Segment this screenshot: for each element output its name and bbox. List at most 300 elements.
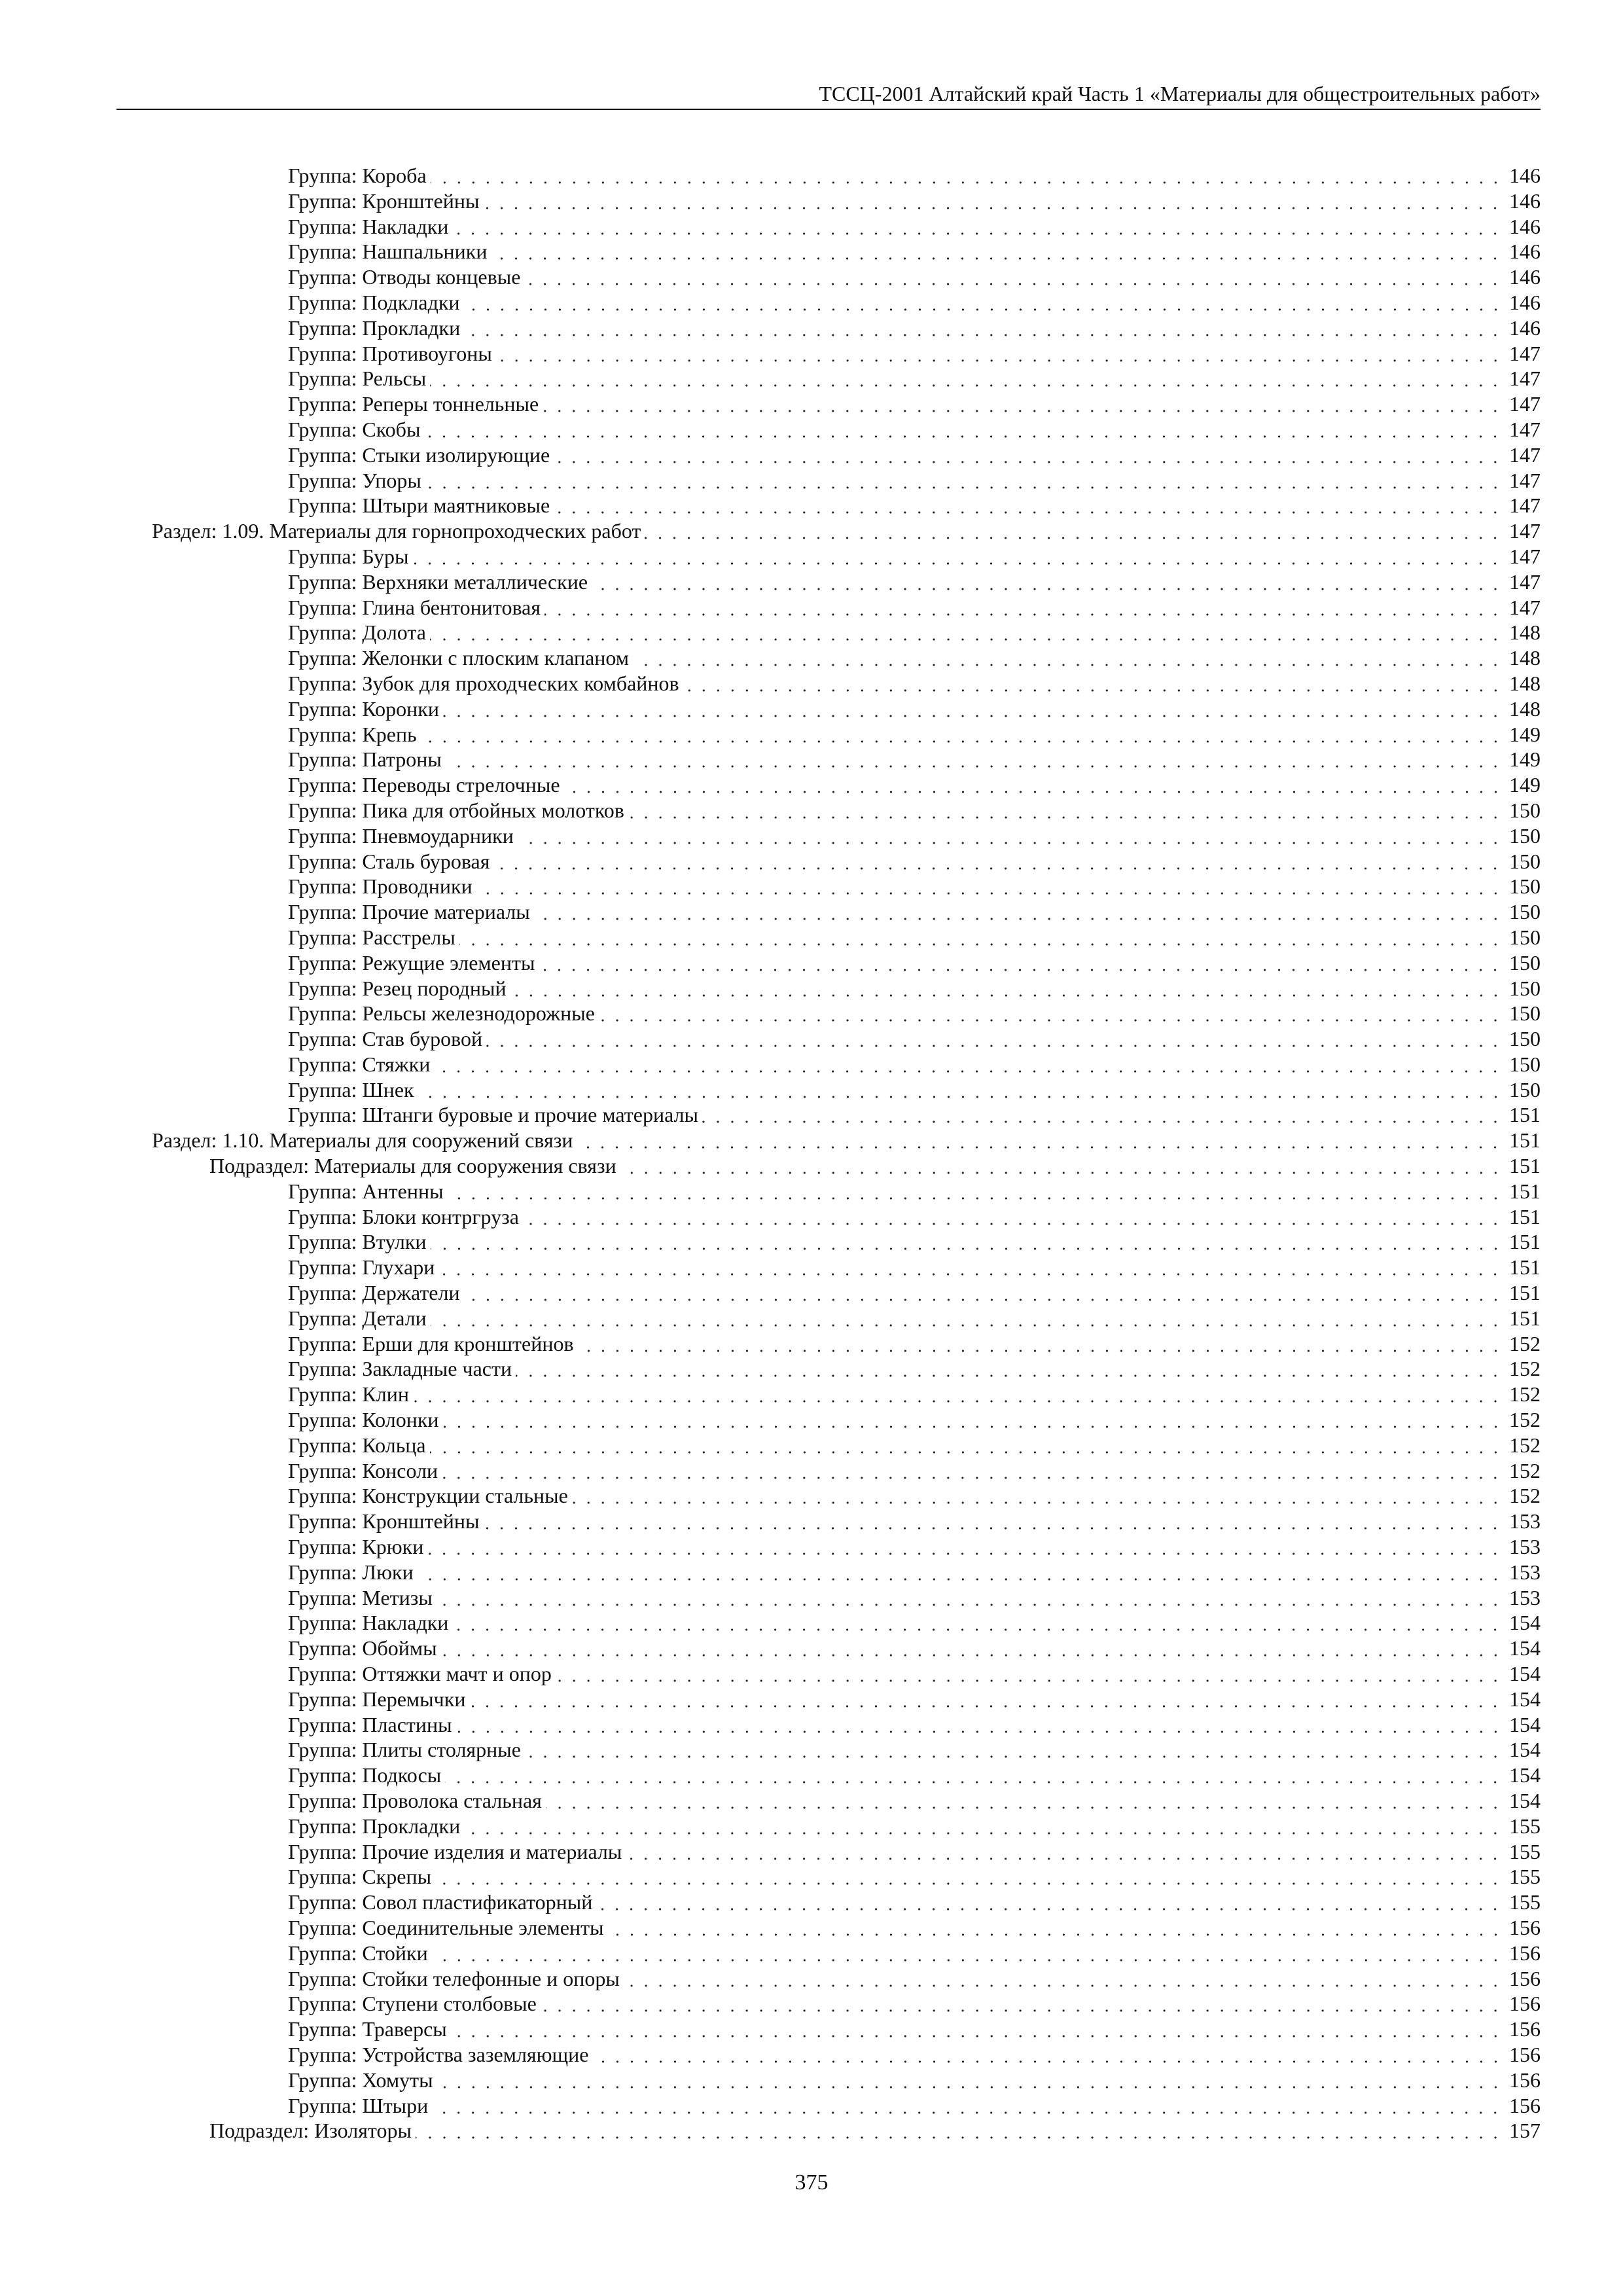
toc-entry-page: 151 xyxy=(1509,1204,1541,1229)
toc-entry-page: 152 xyxy=(1509,1382,1541,1407)
toc-group-row[interactable] xyxy=(0,366,1623,391)
toc-entry-page: 149 xyxy=(1509,722,1541,746)
toc-group-row[interactable] xyxy=(0,1001,1623,1026)
dot-leader xyxy=(446,747,1503,772)
toc-entry-label: Группа: Втулки xyxy=(288,1229,431,1255)
toc-entry-label: Группа: Прокладки xyxy=(288,1814,464,1839)
dot-leader xyxy=(486,1026,1503,1052)
toc-group-row[interactable] xyxy=(0,239,1623,264)
document-title: ТССЦ-2001 Алтайский край Часть 1 «Материалы для общестроительных работ» xyxy=(819,82,1541,105)
toc-entry-label: Группа: Штыри маятниковые xyxy=(288,493,554,518)
dot-leader xyxy=(518,823,1503,849)
toc-entry-label: Группа: Пневмоударники xyxy=(288,823,518,849)
toc-entry xyxy=(288,493,1505,518)
dot-leader xyxy=(443,1407,1503,1433)
toc-entry-page: 146 xyxy=(1509,164,1541,187)
toc-group-row[interactable] xyxy=(0,417,1623,442)
toc-entry-page: 152 xyxy=(1509,1331,1541,1355)
toc-entry xyxy=(288,468,1505,493)
dot-leader xyxy=(628,798,1503,823)
toc-group-row[interactable] xyxy=(0,442,1623,468)
toc-entry-page: 155 xyxy=(1509,1890,1541,1914)
toc-entry-label: Группа: Стойки телефонные и опоры xyxy=(288,1966,624,1992)
dot-leader xyxy=(431,1229,1503,1255)
toc-entry-label: Группа: Верхняки металлические xyxy=(288,569,592,595)
toc-entry-page: 146 xyxy=(1509,265,1541,289)
dot-leader xyxy=(438,1255,1503,1280)
toc-entry-label: Группа: Переводы стрелочные xyxy=(288,772,564,798)
toc-subsection-row[interactable] xyxy=(0,2118,1623,2144)
toc-group-row[interactable] xyxy=(0,950,1623,976)
toc-entry-label: Группа: Пика для отбойных молотков xyxy=(288,798,628,823)
toc-entry xyxy=(288,620,1505,645)
toc-entry-label: Группа: Соединительные элементы xyxy=(288,1915,608,1941)
toc-entry-page: 151 xyxy=(1509,1306,1541,1330)
toc-entry-label: Группа: Резец породный xyxy=(288,976,510,1001)
toc-subsection-row[interactable] xyxy=(0,1153,1623,1179)
toc-group-row[interactable] xyxy=(0,671,1623,696)
toc-entry-page: 154 xyxy=(1509,1738,1541,1762)
toc-group-row[interactable] xyxy=(0,315,1623,341)
dot-leader xyxy=(554,442,1503,468)
toc-entry-label: Подраздел: Материалы для сооружения связи xyxy=(209,1153,620,1179)
toc-entry xyxy=(288,1382,1505,1407)
toc-entry-label: Группа: Кронштейны xyxy=(288,1509,483,1534)
toc-entry-label: Группа: Накладки xyxy=(288,214,452,240)
toc-entry-label: Группа: Штыри xyxy=(288,2093,432,2119)
toc-group-row[interactable] xyxy=(0,696,1623,722)
toc-entry xyxy=(288,1839,1505,1865)
toc-group-row[interactable] xyxy=(0,1966,1623,1992)
toc-entry-label: Группа: Держатели xyxy=(288,1280,464,1306)
toc-group-row[interactable] xyxy=(0,1585,1623,1611)
toc-entry xyxy=(288,899,1505,925)
dot-leader xyxy=(421,722,1503,747)
dot-leader xyxy=(435,1864,1503,1890)
dot-leader xyxy=(524,264,1503,290)
toc-entry-label: Группа: Пластины xyxy=(288,1712,456,1738)
toc-entry-page: 150 xyxy=(1509,874,1541,899)
toc-entry-page: 148 xyxy=(1509,671,1541,695)
toc-entry-page: 147 xyxy=(1509,493,1541,518)
toc-group-row[interactable] xyxy=(0,849,1623,874)
toc-entry-label: Группа: Зубок для проходческих комбайнов xyxy=(288,671,683,696)
toc-entry-label: Группа: Отводы концевые xyxy=(288,264,524,290)
dot-leader xyxy=(451,2017,1503,2042)
toc-entry-page: 150 xyxy=(1509,976,1541,1000)
toc-entry xyxy=(288,1001,1505,1026)
toc-group-row[interactable] xyxy=(0,1433,1623,1458)
dot-leader xyxy=(645,518,1503,544)
toc-entry-label: Группа: Ступени столбовые xyxy=(288,1991,541,2017)
toc-group-row[interactable] xyxy=(0,1941,1623,1966)
toc-entry xyxy=(288,1077,1505,1103)
toc-entry-label: Группа: Скобы xyxy=(288,417,424,442)
toc-group-row[interactable] xyxy=(0,1763,1623,1788)
toc-entry-page: 148 xyxy=(1509,696,1541,721)
toc-entry-page: 146 xyxy=(1509,315,1541,340)
toc-entry xyxy=(288,366,1505,391)
dot-leader xyxy=(554,493,1503,518)
dot-leader xyxy=(564,772,1503,798)
toc-entry-page: 156 xyxy=(1509,2017,1541,2041)
dot-leader xyxy=(556,1661,1503,1687)
toc-entry xyxy=(152,518,1505,544)
dot-leader xyxy=(441,1636,1503,1661)
toc-group-row[interactable] xyxy=(0,874,1623,899)
toc-entry-page: 149 xyxy=(1509,773,1541,797)
toc-entry xyxy=(288,264,1505,290)
toc-section-row[interactable] xyxy=(0,518,1623,544)
toc-group-row[interactable] xyxy=(0,1179,1623,1204)
toc-group-row[interactable] xyxy=(0,1255,1623,1280)
toc-entry-page: 151 xyxy=(1509,1230,1541,1254)
dot-leader xyxy=(534,899,1503,925)
toc-entry-page: 147 xyxy=(1509,468,1541,492)
toc-group-row[interactable] xyxy=(0,1560,1623,1585)
toc-entry xyxy=(288,1179,1505,1204)
toc-entry-page: 153 xyxy=(1509,1509,1541,1534)
toc-group-row[interactable] xyxy=(0,1788,1623,1814)
toc-entry-page: 150 xyxy=(1509,1052,1541,1076)
toc-entry xyxy=(288,2093,1505,2119)
toc-entry xyxy=(288,1585,1505,1611)
dot-leader xyxy=(516,1356,1503,1382)
toc-entry xyxy=(288,1356,1505,1382)
toc-group-row[interactable] xyxy=(0,1026,1623,1052)
toc-group-row[interactable] xyxy=(0,1839,1623,1865)
toc-group-row[interactable] xyxy=(0,163,1623,188)
toc-entry-page: 147 xyxy=(1509,519,1541,543)
dot-leader xyxy=(445,1763,1503,1788)
toc-entry xyxy=(288,239,1505,264)
toc-entry-page: 151 xyxy=(1509,1255,1541,1280)
toc-entry-page: 152 xyxy=(1509,1458,1541,1482)
toc-entry-label: Группа: Блоки контргруза xyxy=(288,1204,523,1230)
toc-group-row[interactable] xyxy=(0,1077,1623,1103)
toc-group-row[interactable] xyxy=(0,1229,1623,1255)
toc-entry xyxy=(288,1610,1505,1636)
toc-entry xyxy=(288,747,1505,772)
toc-entry-label: Группа: Подкладки xyxy=(288,290,464,315)
toc-entry-label: Группа: Сталь буровая xyxy=(288,849,493,874)
toc-group-row[interactable] xyxy=(0,391,1623,417)
dot-leader xyxy=(418,1560,1503,1585)
toc-group-row[interactable] xyxy=(0,1280,1623,1306)
page-header xyxy=(116,73,1541,110)
dot-leader xyxy=(599,1001,1503,1026)
toc-entry xyxy=(288,1204,1505,1230)
toc-entry xyxy=(288,1788,1505,1814)
toc-group-row[interactable] xyxy=(0,1356,1623,1382)
toc-entry xyxy=(288,1966,1505,1992)
toc-entry xyxy=(288,1991,1505,2017)
toc-group-row[interactable] xyxy=(0,1052,1623,1077)
toc-group-row[interactable] xyxy=(0,214,1623,240)
toc-entry-label: Группа: Коронки xyxy=(288,696,443,722)
toc-entry-page: 156 xyxy=(1509,2093,1541,2117)
dot-leader xyxy=(430,1433,1503,1458)
toc-entry xyxy=(288,1433,1505,1458)
toc-group-row[interactable] xyxy=(0,2017,1623,2042)
dot-leader xyxy=(491,239,1503,264)
toc-entry xyxy=(288,976,1505,1001)
toc-group-row[interactable] xyxy=(0,1382,1623,1407)
toc-entry-label: Группа: Кольца xyxy=(288,1433,430,1458)
toc-entry-label: Группа: Антенны xyxy=(288,1179,448,1204)
toc-entry xyxy=(288,391,1505,417)
toc-entry xyxy=(288,290,1505,315)
dot-leader xyxy=(431,163,1503,188)
toc-group-row[interactable] xyxy=(0,1509,1623,1534)
toc-entry-label: Группа: Упоры xyxy=(288,468,425,493)
toc-group-row[interactable] xyxy=(0,645,1623,671)
dot-leader xyxy=(539,950,1503,976)
toc-group-row[interactable] xyxy=(0,341,1623,367)
toc-group-row[interactable] xyxy=(0,1407,1623,1433)
toc-group-row[interactable] xyxy=(0,722,1623,747)
toc-entry-page: 154 xyxy=(1509,1636,1541,1660)
toc-group-row[interactable] xyxy=(0,1991,1623,2017)
toc-entry xyxy=(288,1814,1505,1839)
toc-entry-page: 151 xyxy=(1509,1154,1541,1178)
toc-entry-label: Группа: Совол пластификаторный xyxy=(288,1890,596,1915)
toc-entry-label: Группа: Детали xyxy=(288,1306,431,1331)
toc-entry-label: Группа: Подкосы xyxy=(288,1763,445,1788)
toc-entry-label: Группа: Реперы тоннельные xyxy=(288,391,543,417)
dot-leader xyxy=(483,1509,1503,1534)
toc-group-row[interactable] xyxy=(0,899,1623,925)
toc-entry-page: 147 xyxy=(1509,442,1541,467)
toc-entry xyxy=(288,1407,1505,1433)
dot-leader xyxy=(432,2093,1503,2119)
dot-leader xyxy=(596,1890,1503,1915)
toc-entry-page: 150 xyxy=(1509,925,1541,949)
toc-group-row[interactable] xyxy=(0,1610,1623,1636)
toc-group-row[interactable] xyxy=(0,2093,1623,2119)
dot-leader xyxy=(683,671,1503,696)
toc-entry-page: 146 xyxy=(1509,240,1541,264)
toc-entry-label: Группа: Люки xyxy=(288,1560,418,1585)
toc-group-row[interactable] xyxy=(0,823,1623,849)
toc-entry-label: Группа: Обоймы xyxy=(288,1636,441,1661)
toc-entry-label: Группа: Устройства заземляющие xyxy=(288,2042,593,2068)
toc-group-row[interactable] xyxy=(0,188,1623,214)
toc-group-row[interactable] xyxy=(0,772,1623,798)
toc-entry-label: Группа: Оттяжки мачт и опор xyxy=(288,1661,556,1687)
toc-entry-page: 156 xyxy=(1509,1915,1541,1939)
toc-entry-label: Группа: Короба xyxy=(288,163,431,188)
dot-leader xyxy=(496,341,1503,367)
toc-entry xyxy=(288,341,1505,367)
toc-entry-label: Группа: Накладки xyxy=(288,1610,452,1636)
toc-group-row[interactable] xyxy=(0,1661,1623,1687)
toc-entry xyxy=(288,442,1505,468)
toc-entry xyxy=(288,1890,1505,1915)
toc-group-row[interactable] xyxy=(0,1687,1623,1712)
dot-leader xyxy=(483,188,1503,214)
dot-leader xyxy=(544,595,1503,620)
toc-group-row[interactable] xyxy=(0,1306,1623,1331)
toc-entry-page: 146 xyxy=(1509,214,1541,238)
dot-leader xyxy=(430,366,1503,391)
dot-leader xyxy=(464,315,1503,341)
toc-entry xyxy=(288,1636,1505,1661)
dot-leader xyxy=(620,1153,1503,1179)
toc-group-row[interactable] xyxy=(0,1737,1623,1763)
toc-entry-label: Группа: Крюки xyxy=(288,1534,427,1560)
dot-leader xyxy=(608,1915,1503,1941)
dot-leader xyxy=(510,976,1503,1001)
toc-entry xyxy=(288,950,1505,976)
toc-entry-label: Группа: Консоли xyxy=(288,1458,442,1484)
toc-entry xyxy=(288,1483,1505,1509)
toc-group-row[interactable] xyxy=(0,569,1623,595)
toc-entry-label: Группа: Рельсы xyxy=(288,366,430,391)
toc-group-row[interactable] xyxy=(0,798,1623,823)
toc-entry xyxy=(288,163,1505,188)
toc-entry-label: Группа: Конструкции стальные xyxy=(288,1483,572,1509)
toc-group-row[interactable] xyxy=(0,1534,1623,1560)
toc-group-row[interactable] xyxy=(0,1204,1623,1230)
toc-entry-page: 153 xyxy=(1509,1560,1541,1584)
toc-entry-page: 154 xyxy=(1509,1712,1541,1736)
toc-group-row[interactable] xyxy=(0,595,1623,620)
toc-entry xyxy=(288,1712,1505,1738)
toc-entry xyxy=(288,1509,1505,1534)
toc-entry-label: Группа: Закладные части xyxy=(288,1356,516,1382)
toc-entry-label: Группа: Кронштейны xyxy=(288,188,483,214)
toc-group-row[interactable] xyxy=(0,976,1623,1001)
toc-entry-page: 151 xyxy=(1509,1281,1541,1305)
toc-entry-label: Группа: Глина бентонитовая xyxy=(288,595,544,620)
toc-entry-page: 156 xyxy=(1509,1966,1541,1990)
toc-group-row[interactable] xyxy=(0,1915,1623,1941)
dot-leader xyxy=(432,1941,1503,1966)
toc-group-row[interactable] xyxy=(0,468,1623,493)
toc-entry xyxy=(288,595,1505,620)
toc-group-row[interactable] xyxy=(0,1814,1623,1839)
dot-leader xyxy=(452,214,1503,240)
toc-entry-page: 153 xyxy=(1509,1585,1541,1609)
toc-entry-page: 150 xyxy=(1509,1077,1541,1102)
toc-group-row[interactable] xyxy=(0,2068,1623,2093)
toc-entry-label: Группа: Колонки xyxy=(288,1407,443,1433)
toc-group-row[interactable] xyxy=(0,493,1623,518)
dot-leader xyxy=(626,1839,1503,1865)
toc-entry xyxy=(288,569,1505,595)
toc-group-row[interactable] xyxy=(0,1458,1623,1484)
toc-entry xyxy=(288,417,1505,442)
toc-group-row[interactable] xyxy=(0,1864,1623,1890)
dot-leader xyxy=(633,645,1503,671)
toc-entry xyxy=(152,1128,1505,1153)
toc-entry-label: Группа: Прокладки xyxy=(288,315,464,341)
toc-group-row[interactable] xyxy=(0,544,1623,569)
toc-group-row[interactable] xyxy=(0,264,1623,290)
dot-leader xyxy=(578,1331,1503,1357)
toc-entry xyxy=(288,1052,1505,1077)
toc-group-row[interactable] xyxy=(0,1636,1623,1661)
toc-group-row[interactable] xyxy=(0,2042,1623,2068)
toc-entry xyxy=(288,645,1505,671)
toc-entry-label: Подраздел: Изоляторы xyxy=(209,2118,416,2144)
toc-entry-label: Группа: Расстрелы xyxy=(288,925,459,950)
dot-leader xyxy=(464,1280,1503,1306)
toc-entry-page: 147 xyxy=(1509,392,1541,416)
toc-entry xyxy=(288,1941,1505,1966)
toc-group-row[interactable] xyxy=(0,925,1623,950)
toc-entry xyxy=(288,544,1505,569)
toc-entry xyxy=(288,849,1505,874)
toc-entry-label: Группа: Шнек xyxy=(288,1077,418,1103)
toc-group-row[interactable] xyxy=(0,1483,1623,1509)
toc-entry-page: 151 xyxy=(1509,1103,1541,1127)
toc-entry-page: 150 xyxy=(1509,1001,1541,1026)
toc-entry-label: Группа: Хомуты xyxy=(288,2068,437,2093)
toc-entry-page: 147 xyxy=(1509,544,1541,568)
toc-entry xyxy=(288,1560,1505,1585)
dot-leader xyxy=(443,696,1503,722)
toc-entry-page: 150 xyxy=(1509,798,1541,822)
toc-entry-label: Группа: Прочие изделия и материалы xyxy=(288,1839,626,1865)
toc-entry-page: 148 xyxy=(1509,620,1541,645)
dot-leader xyxy=(702,1102,1503,1128)
toc-group-row[interactable] xyxy=(0,620,1623,645)
toc-entry-page: 154 xyxy=(1509,1611,1541,1635)
toc-entry-label: Раздел: 1.10. Материалы для сооружений связи xyxy=(152,1128,577,1153)
toc-group-row[interactable] xyxy=(0,747,1623,772)
toc-entry xyxy=(288,315,1505,341)
toc-entry-page: 156 xyxy=(1509,1941,1541,1965)
toc-section-row[interactable] xyxy=(0,1128,1623,1153)
toc-group-row[interactable] xyxy=(0,1331,1623,1357)
toc-entry-page: 146 xyxy=(1509,188,1541,213)
toc-entry-label: Группа: Перемычки xyxy=(288,1687,469,1712)
dot-leader xyxy=(593,2042,1503,2068)
toc-group-row[interactable] xyxy=(0,1102,1623,1128)
toc-entry xyxy=(288,2042,1505,2068)
toc-entry-label: Группа: Глухари xyxy=(288,1255,438,1280)
toc-group-row[interactable] xyxy=(0,1890,1623,1915)
toc-entry xyxy=(288,874,1505,899)
toc-entry-label: Группа: Стяжки xyxy=(288,1052,434,1077)
toc-entry-page: 156 xyxy=(1509,1992,1541,2016)
toc-entry xyxy=(288,925,1505,950)
toc-group-row[interactable] xyxy=(0,1712,1623,1738)
toc-entry xyxy=(288,1458,1505,1484)
dot-leader xyxy=(431,1306,1503,1331)
toc-entry-label: Группа: Плиты столярные xyxy=(288,1737,525,1763)
toc-entry-page: 156 xyxy=(1509,2068,1541,2092)
dot-leader xyxy=(464,1814,1503,1839)
toc-entry-page: 154 xyxy=(1509,1789,1541,1812)
toc-entry xyxy=(288,823,1505,849)
toc-entry-label: Группа: Стойки xyxy=(288,1941,432,1966)
toc-entry xyxy=(288,214,1505,240)
toc-entry-page: 154 xyxy=(1509,1763,1541,1787)
dot-leader xyxy=(437,1585,1503,1611)
toc-entry-label: Группа: Метизы xyxy=(288,1585,437,1611)
toc-group-row[interactable] xyxy=(0,290,1623,315)
dot-leader xyxy=(525,1737,1503,1763)
toc-entry-label: Группа: Долота xyxy=(288,620,430,645)
toc-entry-label: Группа: Буры xyxy=(288,544,412,569)
toc-entry xyxy=(209,1153,1505,1179)
toc-entry-page: 147 xyxy=(1509,595,1541,619)
toc-entry-page: 150 xyxy=(1509,823,1541,848)
table-of-contents xyxy=(0,163,1623,2144)
